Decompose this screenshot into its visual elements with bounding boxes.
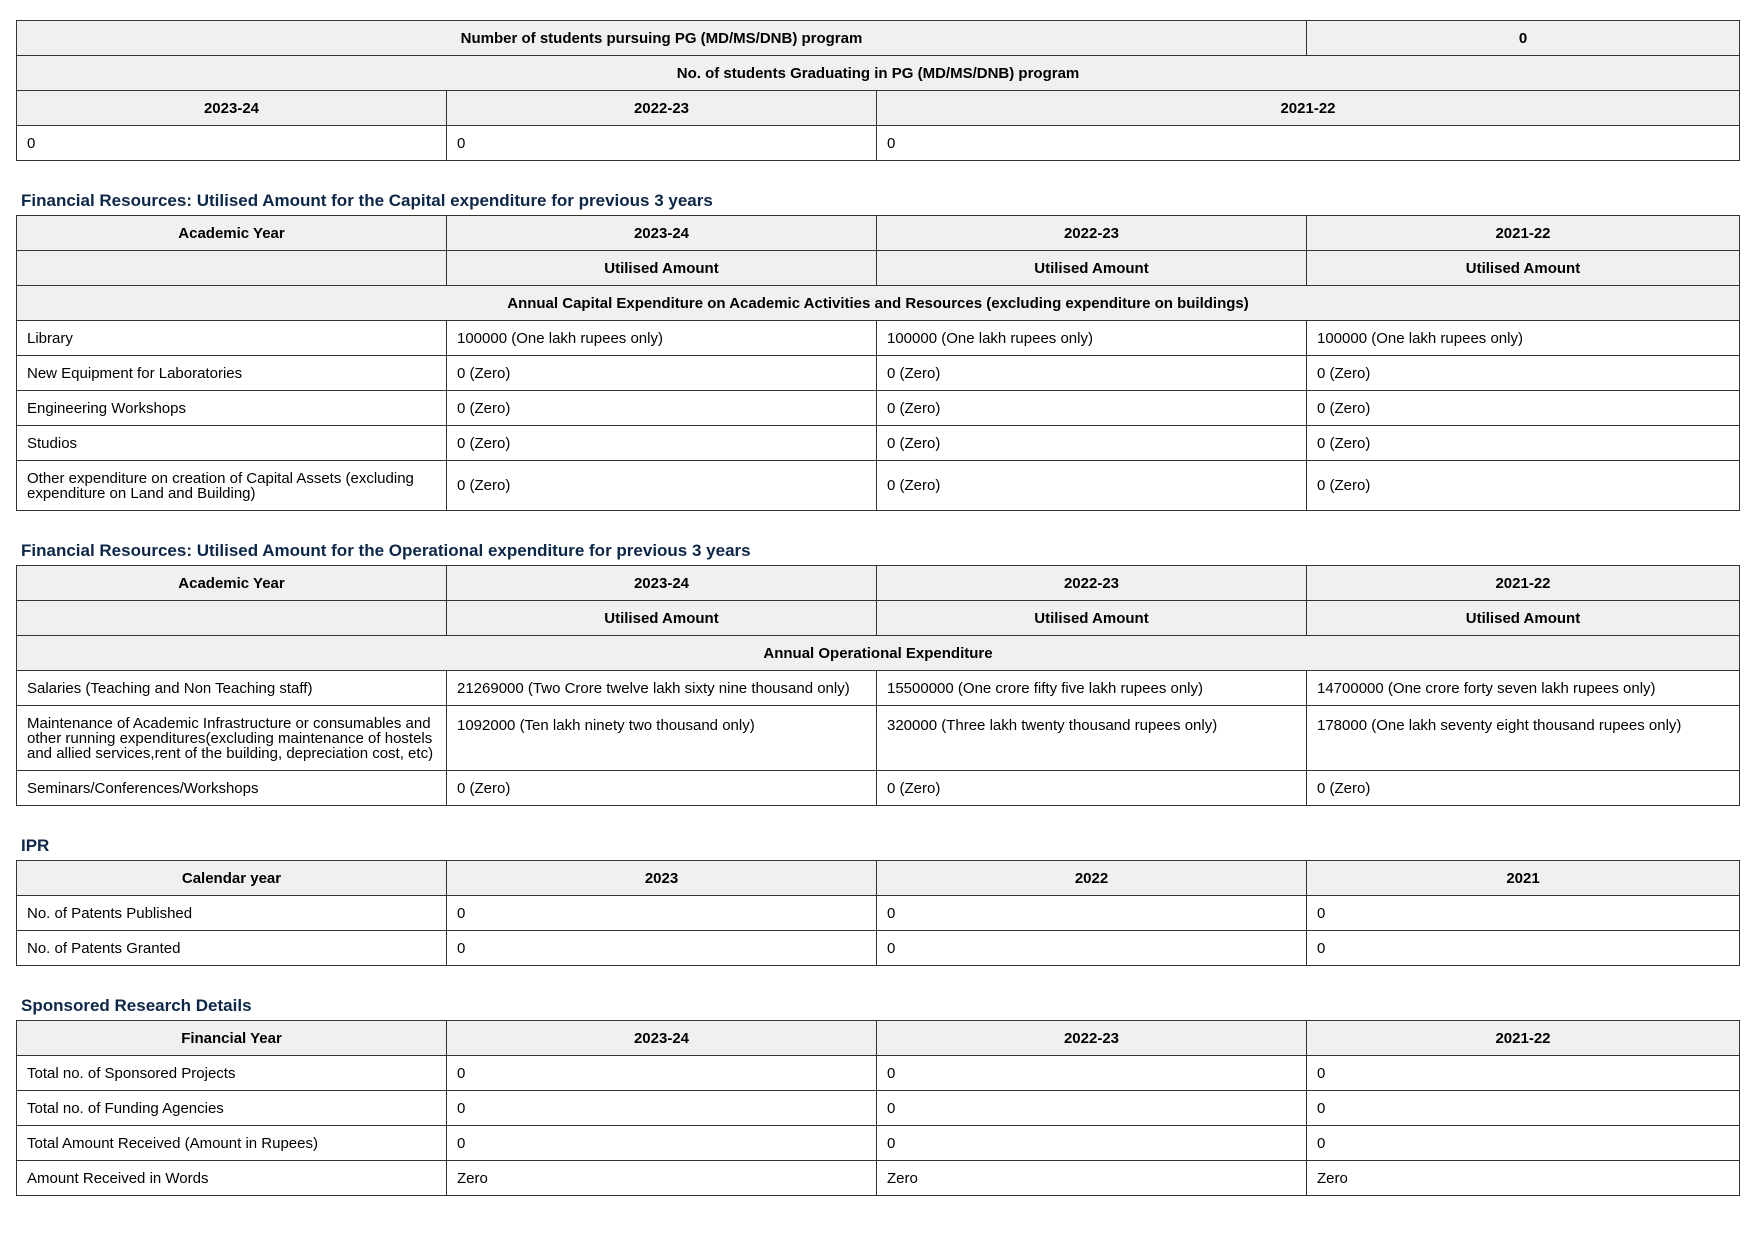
pg-value-cell: 0 <box>17 126 447 161</box>
value-cell: 0 <box>877 1091 1307 1126</box>
value-cell: 0 (Zero) <box>877 771 1307 806</box>
table-row <box>17 321 1740 356</box>
pg-year-header: 2023-24 <box>17 91 447 126</box>
table-row <box>17 706 1740 771</box>
value-cell: 0 (Zero) <box>447 461 877 511</box>
table-row <box>17 1091 1740 1126</box>
operational-section-title: Financial Resources: Utilised Amount for the Operational expenditure for previous 3 years <box>21 541 751 560</box>
sponsored-section-title: Sponsored Research Details <box>21 996 252 1015</box>
value-cell: 0 (Zero) <box>447 771 877 806</box>
table-row <box>17 461 1740 511</box>
sponsored-year-header: 2023-24 <box>447 1021 877 1056</box>
pg-graduating-label: No. of students Graduating in PG (MD/MS/DNB) program <box>17 56 1740 91</box>
sponsored-year-header: 2021-22 <box>1307 1021 1740 1056</box>
operational-year-header: 2021-22 <box>1307 566 1740 601</box>
operational-year-header: Academic Year <box>17 566 447 601</box>
pg-pursuing-label: Number of students pursuing PG (MD/MS/DNB) program <box>17 21 1307 56</box>
row-label: Salaries (Teaching and Non Teaching staff) <box>17 671 447 706</box>
ipr-year-header: 2023 <box>447 861 877 896</box>
value-cell: 0 (Zero) <box>447 391 877 426</box>
ipr-year-header: 2021 <box>1307 861 1740 896</box>
table-row <box>17 91 1740 126</box>
table-row <box>17 861 1740 896</box>
table-row <box>17 1161 1740 1196</box>
ipr-year-header: 2022 <box>877 861 1307 896</box>
row-label: Total no. of Sponsored Projects <box>17 1056 447 1091</box>
table-row <box>17 426 1740 461</box>
value-cell: 0 <box>877 1126 1307 1161</box>
table-row <box>17 356 1740 391</box>
table-row <box>17 216 1740 251</box>
value-cell: 100000 (One lakh rupees only) <box>1307 321 1740 356</box>
value-cell: 100000 (One lakh rupees only) <box>877 321 1307 356</box>
table-row <box>17 21 1740 56</box>
value-cell: 100000 (One lakh rupees only) <box>447 321 877 356</box>
table-row <box>17 1021 1740 1056</box>
table-row <box>17 286 1740 321</box>
value-cell: 14700000 (One crore forty seven lakh rupees only) <box>1307 671 1740 706</box>
value-cell: Zero <box>1307 1161 1740 1196</box>
pg-pursuing-value: 0 <box>1307 21 1740 56</box>
capital-year-header: Academic Year <box>17 216 447 251</box>
value-cell: 0 (Zero) <box>447 426 877 461</box>
operational-expenditure-table <box>16 565 1740 806</box>
value-cell: Zero <box>447 1161 877 1196</box>
table-row <box>17 1126 1740 1161</box>
value-cell: 0 (Zero) <box>877 356 1307 391</box>
table-row <box>17 251 1740 286</box>
utilised-amount-header: Utilised Amount <box>877 601 1307 636</box>
value-cell: 0 <box>1307 931 1740 966</box>
operational-year-header: 2022-23 <box>877 566 1307 601</box>
value-cell: 0 <box>877 931 1307 966</box>
table-row <box>17 601 1740 636</box>
value-cell: 0 (Zero) <box>1307 391 1740 426</box>
value-cell: 0 (Zero) <box>877 461 1307 511</box>
utilised-amount-header: Utilised Amount <box>447 601 877 636</box>
capital-section-title: Financial Resources: Utilised Amount for the Capital expenditure for previous 3 years <box>21 191 713 210</box>
utilised-amount-header: Utilised Amount <box>1307 251 1740 286</box>
sponsored-year-header: Financial Year <box>17 1021 447 1056</box>
table-row <box>17 636 1740 671</box>
operational-subsection-label: Annual Operational Expenditure <box>17 636 1740 671</box>
value-cell: 15500000 (One crore fifty five lakh rupees only) <box>877 671 1307 706</box>
operational-year-header: 2023-24 <box>447 566 877 601</box>
value-cell: 0 <box>447 896 877 931</box>
value-cell: 0 (Zero) <box>1307 461 1740 511</box>
value-cell: 0 <box>447 931 877 966</box>
value-cell: 0 (Zero) <box>877 426 1307 461</box>
value-cell: Zero <box>877 1161 1307 1196</box>
table-row <box>17 126 1740 161</box>
row-label: Engineering Workshops <box>17 391 447 426</box>
value-cell: 0 (Zero) <box>877 391 1307 426</box>
empty-header-cell <box>17 601 447 636</box>
capital-subsection-label: Annual Capital Expenditure on Academic Activities and Resources (excluding expenditure on buildings) <box>17 286 1740 321</box>
value-cell: 1092000 (Ten lakh ninety two thousand only) <box>447 706 877 771</box>
value-cell: 0 <box>1307 1126 1740 1161</box>
capital-year-header: 2023-24 <box>447 216 877 251</box>
sponsored-research-table <box>16 1020 1740 1196</box>
pg-value-cell: 0 <box>447 126 877 161</box>
ipr-table <box>16 860 1740 966</box>
value-cell: 0 (Zero) <box>1307 771 1740 806</box>
table-row <box>17 896 1740 931</box>
value-cell: 0 <box>877 1056 1307 1091</box>
utilised-amount-header: Utilised Amount <box>1307 601 1740 636</box>
value-cell: 0 <box>1307 896 1740 931</box>
row-label: Total Amount Received (Amount in Rupees) <box>17 1126 447 1161</box>
sponsored-year-header: 2022-23 <box>877 1021 1307 1056</box>
capital-year-header: 2022-23 <box>877 216 1307 251</box>
row-label: New Equipment for Laboratories <box>17 356 447 391</box>
pg-year-header: 2022-23 <box>447 91 877 126</box>
table-row <box>17 391 1740 426</box>
utilised-amount-header: Utilised Amount <box>877 251 1307 286</box>
row-label: Maintenance of Academic Infrastructure or consumables and other running expenditures(excluding maintenance of hostels and allied services,rent of the building, depreciation cost, etc) <box>17 706 447 771</box>
table-row <box>17 931 1740 966</box>
row-label: Amount Received in Words <box>17 1161 447 1196</box>
utilised-amount-header: Utilised Amount <box>447 251 877 286</box>
row-label: No. of Patents Granted <box>17 931 447 966</box>
row-label: Studios <box>17 426 447 461</box>
row-label: Other expenditure on creation of Capital Assets (excluding expenditure on Land and Building) <box>17 461 447 511</box>
pg-value-cell: 0 <box>877 126 1740 161</box>
table-row <box>17 566 1740 601</box>
row-label: No. of Patents Published <box>17 896 447 931</box>
value-cell: 0 (Zero) <box>1307 356 1740 391</box>
ipr-section-title: IPR <box>21 836 50 855</box>
value-cell: 178000 (One lakh seventy eight thousand rupees only) <box>1307 706 1740 771</box>
value-cell: 21269000 (Two Crore twelve lakh sixty nine thousand only) <box>447 671 877 706</box>
value-cell: 0 <box>1307 1056 1740 1091</box>
empty-header-cell <box>17 251 447 286</box>
row-label: Total no. of Funding Agencies <box>17 1091 447 1126</box>
value-cell: 320000 (Three lakh twenty thousand rupees only) <box>877 706 1307 771</box>
table-row <box>17 1056 1740 1091</box>
value-cell: 0 <box>447 1091 877 1126</box>
row-label: Library <box>17 321 447 356</box>
value-cell: 0 (Zero) <box>447 356 877 391</box>
table-row <box>17 771 1740 806</box>
table-row <box>17 671 1740 706</box>
pg-students-table <box>16 20 1740 161</box>
value-cell: 0 <box>447 1126 877 1161</box>
table-row <box>17 56 1740 91</box>
ipr-year-header: Calendar year <box>17 861 447 896</box>
value-cell: 0 <box>447 1056 877 1091</box>
value-cell: 0 <box>877 896 1307 931</box>
value-cell: 0 (Zero) <box>1307 426 1740 461</box>
capital-year-header: 2021-22 <box>1307 216 1740 251</box>
capital-expenditure-table <box>16 215 1740 511</box>
row-label: Seminars/Conferences/Workshops <box>17 771 447 806</box>
pg-year-header: 2021-22 <box>877 91 1740 126</box>
value-cell: 0 <box>1307 1091 1740 1126</box>
